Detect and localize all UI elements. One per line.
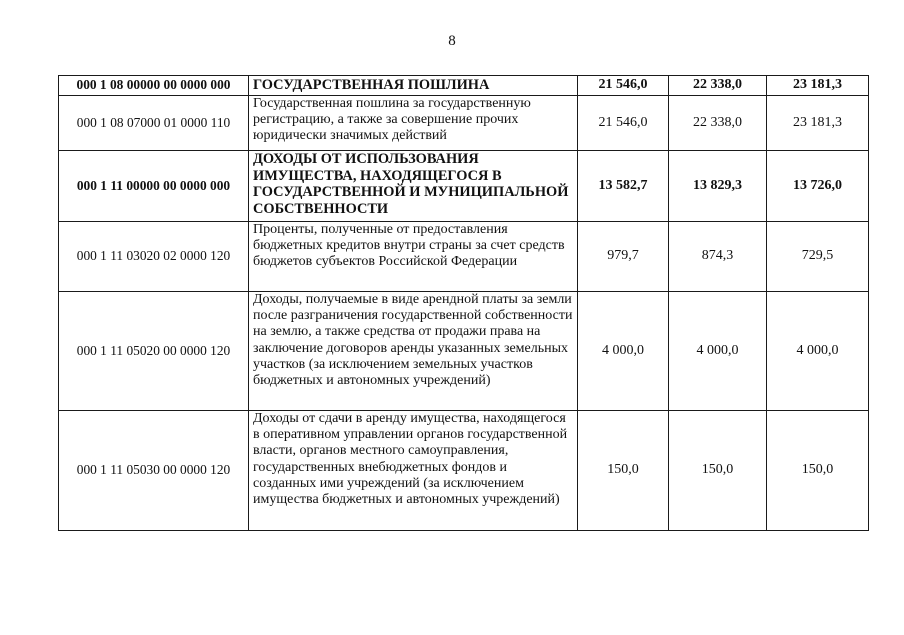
value-year-1: 21 546,0 (578, 96, 669, 151)
budget-code: 000 1 11 00000 00 0000 000 (59, 151, 249, 222)
budget-code: 000 1 08 07000 01 0000 110 (59, 96, 249, 151)
value-year-1: 4 000,0 (578, 292, 669, 411)
table-row (59, 76, 869, 96)
revenue-description: Доходы от сдачи в аренду имущества, находящегося в оперативном управлении органов государственной власти, органов местного самоуправления, государственных внебюджетных фондов и созданных ими учреждений (за исключением имущества бюджетных и автономных учреждений) (249, 411, 578, 531)
value-year-2: 874,3 (669, 222, 767, 292)
revenue-description: Доходы, получаемые в виде арендной платы за земли после разграничения государственной собственности на землю, а также средства от продажи права на заключение договоров аренды указанных земельных участков (за исключением земельных участков бюджетных и автономных учреждений) (249, 292, 578, 411)
value-year-2: 22 338,0 (669, 76, 767, 96)
table-row (59, 411, 869, 531)
table-row (59, 222, 869, 292)
page-number: 8 (448, 33, 456, 49)
value-year-2: 22 338,0 (669, 96, 767, 151)
revenue-description: Государственная пошлина за государственную регистрацию, а также за совершение прочих юридически значимых действий (249, 96, 578, 151)
value-year-3: 4 000,0 (767, 292, 869, 411)
value-year-3: 23 181,3 (767, 96, 869, 151)
table-row (59, 292, 869, 411)
value-year-2: 4 000,0 (669, 292, 767, 411)
table-row (59, 96, 869, 151)
value-year-1: 979,7 (578, 222, 669, 292)
budget-code: 000 1 11 03020 02 0000 120 (59, 222, 249, 292)
value-year-2: 150,0 (669, 411, 767, 531)
revenue-description: Проценты, полученные от предоставления бюджетных кредитов внутри страны за счет средств бюджетов субъектов Российской Федерации (249, 222, 578, 292)
value-year-3: 729,5 (767, 222, 869, 292)
budget-code: 000 1 08 00000 00 0000 000 (59, 76, 249, 96)
budget-code: 000 1 11 05020 00 0000 120 (59, 292, 249, 411)
revenue-description: ГОСУДАРСТВЕННАЯ ПОШЛИНА (249, 76, 578, 96)
value-year-3: 23 181,3 (767, 76, 869, 96)
revenue-table (58, 75, 869, 531)
value-year-1: 13 582,7 (578, 151, 669, 222)
value-year-3: 150,0 (767, 411, 869, 531)
revenue-description: ДОХОДЫ ОТ ИСПОЛЬЗОВАНИЯ ИМУЩЕСТВА, НАХОДЯЩЕГОСЯ В ГОСУДАРСТВЕННОЙ И МУНИЦИПАЛЬНОЙ СОБСТВЕННОСТИ (249, 151, 578, 222)
budget-code: 000 1 11 05030 00 0000 120 (59, 411, 249, 531)
table-row (59, 151, 869, 222)
value-year-2: 13 829,3 (669, 151, 767, 222)
value-year-3: 13 726,0 (767, 151, 869, 222)
value-year-1: 21 546,0 (578, 76, 669, 96)
value-year-1: 150,0 (578, 411, 669, 531)
